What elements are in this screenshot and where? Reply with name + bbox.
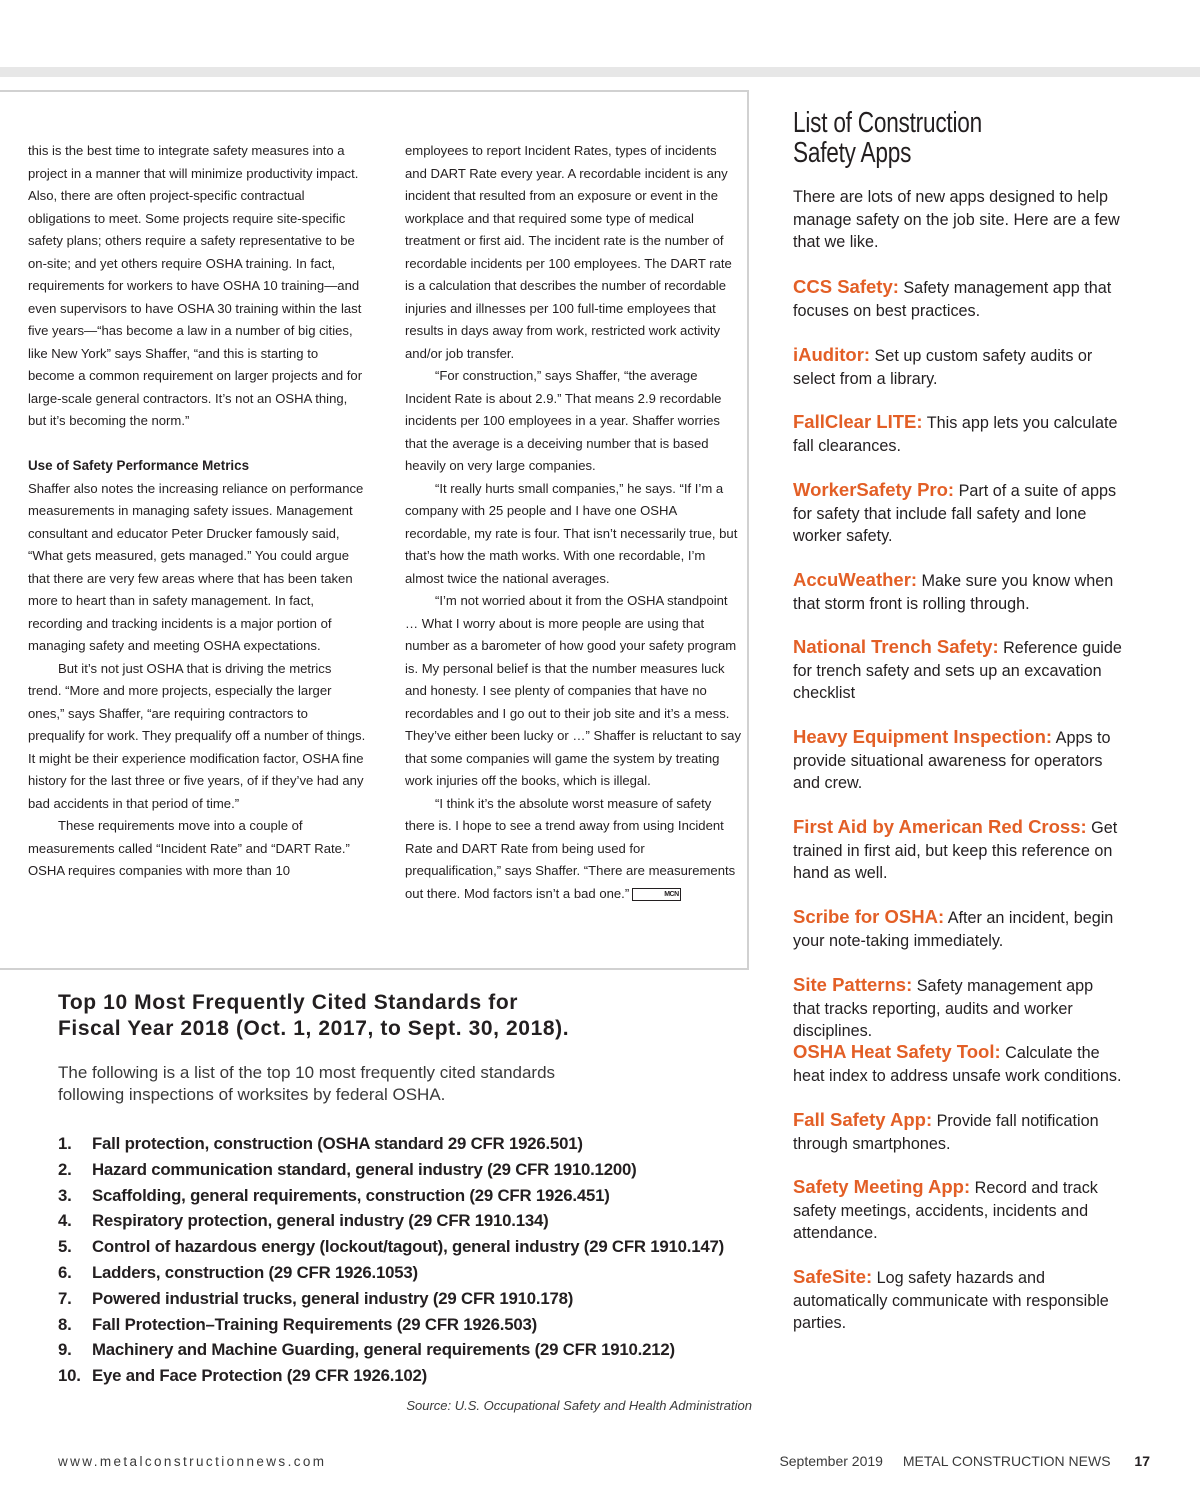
app-description: Part of a suite of apps for safety that include fall safety and lone worker safety.	[793, 482, 1117, 545]
app-entry	[793, 479, 1123, 548]
app-entry	[793, 726, 1123, 795]
app-description: Get trained in first aid, but keep this reference on hand as well.	[793, 819, 1118, 882]
sidebar-title-line1: List of Construction	[793, 107, 982, 139]
list-item-text: Eye and Face Protection (29 CFR 1926.102)	[92, 1366, 428, 1386]
article-paragraph: “I’m not worried about it from the OSHA standpoint … What I worry about is more people are using that number as a barometer of how good your safety program is. My personal belief is that the number measures luck and honesty. I see plenty of companies that have no recordables and I go out to their job site and it’s a mess. They’ve either been lucky or …” Shaffer is reluctant to say that some companies will game the system by treating work injuries off the books, which is illegal.	[405, 593, 741, 788]
list-item-number: 4.	[58, 1211, 72, 1231]
app-description: Safety management app that focuses on best practices.	[793, 279, 1112, 320]
footer-date: September 2019	[779, 1453, 883, 1469]
top10-list	[58, 1131, 758, 1389]
app-entry	[793, 411, 1123, 457]
app-name: FallClear LITE:	[793, 411, 923, 432]
app-name: First Aid by American Red Cross:	[793, 816, 1087, 837]
article-paragraph: Shaffer also notes the increasing reliance on performance measurements in managing safety issues. Management consultant and educator Peter Drucker famously said, “What gets measured, gets managed.” You could argue that there are very few areas where that has been taken more to heart than in safety management. In fact, recording and tracking incidents is a major portion of managing safety and meeting OSHA expectations.	[28, 480, 364, 653]
article-column-2	[405, 140, 741, 905]
list-item-text: Ladders, construction (29 CFR 1926.1053)	[92, 1262, 418, 1282]
app-description: Safety management app that tracks reporting, audits and worker disciplines.	[793, 977, 1094, 1040]
page-number: 17	[1134, 1453, 1150, 1469]
list-item-number: 2.	[58, 1159, 72, 1179]
top-gray-strip	[0, 67, 1200, 77]
list-item-text: Powered industrial trucks, general industry (29 CFR 1910.178)	[92, 1288, 574, 1308]
app-name: CCS Safety:	[793, 276, 899, 297]
list-item-number: 9.	[58, 1340, 72, 1360]
app-entry	[793, 1041, 1123, 1087]
top10-intro: The following is a list of the top 10 most frequently cited standards following inspections of worksites by federal OSHA.	[58, 1063, 556, 1104]
list-item-text: Fall Protection–Training Requirements (29 CFR 1926.503)	[92, 1314, 538, 1334]
sidebar-title	[793, 108, 1167, 168]
app-name: Scribe for OSHA:	[793, 906, 945, 927]
app-description: Make sure you know when that storm front is rolling through.	[793, 572, 1114, 613]
app-description: Reference guide for trench safety and sets up an excavation checklist	[793, 639, 1122, 702]
source-credit: Source: U.S. Occupational Safety and Health Administration	[406, 1398, 752, 1413]
app-name: Site Patterns:	[793, 974, 913, 995]
end-mark-icon: MCN	[632, 888, 680, 901]
app-name: OSHA Heat Safety Tool:	[793, 1041, 1001, 1062]
top10-title-line2: Fiscal Year 2018 (Oct. 1, 2017, to Sept. 30, 2018).	[58, 1017, 570, 1040]
app-name: Safety Meeting App:	[793, 1176, 971, 1197]
list-item	[58, 1363, 758, 1389]
app-description: Log safety hazards and automatically communicate with responsible parties.	[793, 1269, 1109, 1332]
article-paragraph: But it’s not just OSHA that is driving the metrics trend. “More and more projects, especially the larger ones,” says Shaffer, “are requiring contractors to prequalify for work. They prequalify off a number of things. It might be their experience modification factor, OSHA fine history for the last three or five years, of if they’ve had any bad accidents in that period of time.”	[28, 660, 366, 811]
list-item-text: Scaffolding, general requirements, construction (29 CFR 1926.451)	[92, 1185, 610, 1205]
list-item	[58, 1234, 758, 1260]
article-paragraph: this is the best time to integrate safety measures into a project in a manner that will minimize productivity impact. Also, there are often project-specific contractual obligations to meet. Some projects require site-specific safety plans; others require a safety representative to be on-site; and yet others require OSHA training. In fact, requirements for workers to have OSHA 10 training—and even supervisors to have OSHA 30 training within the last five years—“has become a law in a number of big cities, like New York” says Shaffer, “and this is starting to become a common requirement on larger projects and for large-scale general contractors. It’s not an OSHA thing, but it’s becoming the norm.”	[28, 143, 363, 428]
app-description: Calculate the heat index to address unsafe work conditions.	[793, 1044, 1122, 1085]
app-description: Apps to provide situational awareness for operators and crew.	[793, 729, 1111, 792]
app-name: Fall Safety App:	[793, 1109, 933, 1130]
section-heading: Use of Safety Performance Metrics	[28, 458, 250, 473]
list-item-number: 6.	[58, 1262, 72, 1282]
list-item	[58, 1131, 758, 1157]
app-entry	[793, 1176, 1123, 1245]
list-item-text: Control of hazardous energy (lockout/tagout), general industry (29 CFR 1910.147)	[92, 1237, 725, 1257]
footer-website: www.metalconstructionnews.com	[58, 1454, 327, 1469]
app-name: iAuditor:	[793, 344, 871, 365]
sidebar-intro: There are lots of new apps designed to help manage safety on the job site. Here are a few that we like.	[793, 188, 1120, 251]
top10-cited-standards	[58, 990, 758, 1389]
app-entry	[793, 906, 1123, 952]
app-entry	[793, 636, 1123, 705]
article-paragraph: These requirements move into a couple of measurements called “Incident Rate” and “DART Rate.” OSHA requires companies with more than 10	[28, 818, 350, 878]
list-item-text: Respiratory protection, general industry (29 CFR 1910.134)	[92, 1211, 549, 1231]
list-item-number: 5.	[58, 1237, 72, 1257]
list-item-number: 1.	[58, 1134, 72, 1153]
app-entry	[793, 1266, 1123, 1335]
sidebar-title-line2: Safety Apps	[793, 137, 912, 169]
list-item-text: Hazard communication standard, general industry (29 CFR 1910.1200)	[92, 1159, 637, 1179]
article-column-1	[28, 140, 366, 883]
list-item	[58, 1337, 758, 1363]
list-item-number: 7.	[58, 1288, 72, 1308]
footer-publication: METAL CONSTRUCTION NEWS	[902, 1453, 1111, 1469]
app-name: National Trench Safety:	[793, 636, 999, 657]
app-name: WorkerSafety Pro:	[793, 479, 955, 500]
app-name: Heavy Equipment Inspection:	[793, 726, 1053, 747]
app-description: Set up custom safety audits or select from a library.	[793, 347, 1093, 388]
app-description: Provide fall notification through smartphones.	[793, 1112, 1099, 1153]
list-item-number: 8.	[58, 1314, 72, 1334]
app-entry	[793, 816, 1123, 885]
app-entry	[793, 344, 1123, 390]
top10-title-line1: Top 10 Most Frequently Cited Standards for	[58, 991, 519, 1014]
app-description: This app lets you calculate fall clearances.	[793, 414, 1118, 455]
list-item	[58, 1260, 758, 1286]
list-item	[58, 1183, 758, 1209]
article-paragraph-last	[405, 793, 741, 906]
list-item	[58, 1208, 758, 1234]
app-entry	[793, 974, 1123, 1043]
top10-title	[58, 990, 758, 1042]
article-paragraph: “It really hurts small companies,” he says. “If I’m a company with 25 people and I have one OSHA recordable, my rate is four. That isn’t necessarily true, but that’s how the math works. With one recordable, I’m almost twice the national averages.	[405, 480, 738, 586]
list-item	[58, 1157, 758, 1183]
article-paragraph: employees to report Incident Rates, types of incidents and DART Rate every year. A recordable incident is any incident that resulted from an exposure or event in the workplace and that required some type of medical treatment or first aid. The incident rate is the number of recordable incidents per 100 employees. The DART rate is a calculation that describes the number of recordable injuries and illnesses per 100 full-time employees that results in days away from work, restricted work activity and/or job transfer.	[405, 143, 732, 361]
article-paragraph: “For construction,” says Shaffer, “the average Incident Rate is about 2.9.” That means 2.9 recordable incidents per 100 employees in a year. Shaffer worries that the average is a deceiving number that is based heavily on very large companies.	[405, 368, 722, 473]
footer-folio	[763, 1453, 1150, 1469]
app-name: AccuWeather:	[793, 569, 918, 590]
list-item	[58, 1312, 758, 1338]
app-description: Record and track safety meetings, accidents, incidents and attendance.	[793, 1179, 1098, 1242]
app-entry	[793, 1109, 1123, 1155]
list-item-text: Fall protection, construction (OSHA standard 29 CFR 1926.501)	[92, 1134, 583, 1153]
app-description: After an incident, begin your note-taking immediately.	[793, 909, 1114, 950]
article-paragraph-text: “I think it’s the absolute worst measure of safety there is. I hope to see a trend away from using Incident Rate and DART Rate from being used for prequalification,” says Shaffer. “There are measurements out there. Mod factors isn’t a bad one.”	[405, 795, 736, 901]
app-name: SafeSite:	[793, 1266, 873, 1287]
app-entry	[793, 276, 1123, 322]
list-item-text: Machinery and Machine Guarding, general requirements (29 CFR 1910.212)	[92, 1340, 675, 1360]
list-item	[58, 1286, 758, 1312]
list-item-number: 10.	[58, 1366, 81, 1386]
app-entry	[793, 569, 1123, 615]
list-item-number: 3.	[58, 1185, 72, 1205]
safety-apps-sidebar	[793, 107, 1173, 1332]
